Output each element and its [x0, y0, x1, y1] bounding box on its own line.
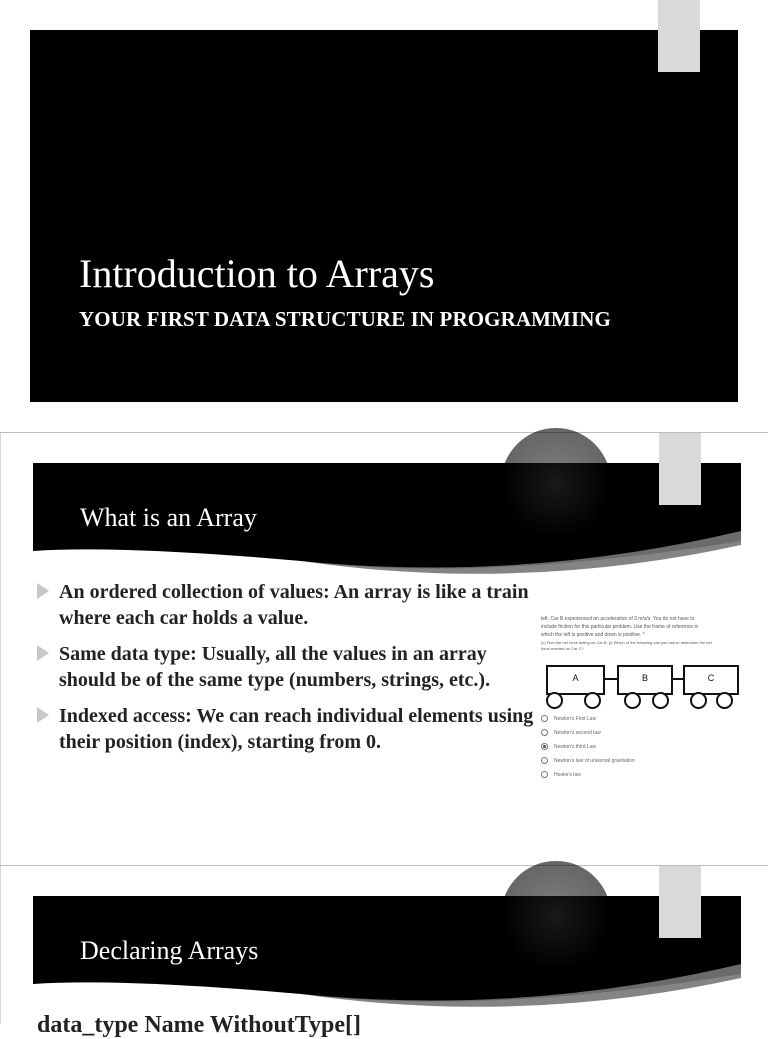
- bullet-item: An ordered collection of values: An array is like a train where each car holds a value.: [37, 579, 537, 631]
- radio-selected-icon: [541, 743, 548, 750]
- bullet-item: Indexed access: We can reach individual elements using their position (index), starting from 0.: [37, 703, 537, 755]
- radio-icon: [541, 729, 548, 736]
- train-car-b: B: [617, 665, 673, 695]
- answer-option: Newton's law of universal gravitation: [541, 757, 635, 764]
- wheel-icon: [690, 692, 707, 709]
- wheel-icon: [652, 692, 669, 709]
- radio-icon: [541, 771, 548, 778]
- radio-icon: [541, 715, 548, 722]
- train-car-a: A: [546, 665, 605, 695]
- content-slide-declaring-arrays: [0, 866, 769, 1038]
- decorative-tab: [659, 433, 701, 505]
- slide-heading: What is an Array: [80, 503, 257, 532]
- slide-title: Introduction to Arrays: [79, 251, 435, 296]
- answer-option: Newton's second law: [541, 729, 601, 736]
- bullet-list: [37, 579, 537, 765]
- decorative-tab: [658, 0, 700, 72]
- answer-option: Newton's First Law: [541, 715, 596, 722]
- wheel-icon: [546, 692, 563, 709]
- wheel-icon: [624, 692, 641, 709]
- wheel-icon: [716, 692, 733, 709]
- answer-option: Hooke's law: [541, 771, 581, 778]
- cut-off-code-line: data_type Name WithoutType[]: [37, 1012, 361, 1038]
- slide-subtitle: YOUR FIRST DATA STRUCTURE IN PROGRAMMING: [79, 307, 611, 331]
- bullet-arrow-icon: [37, 645, 49, 661]
- bullet-arrow-icon: [37, 707, 49, 723]
- slide-heading: Declaring Arrays: [80, 936, 259, 965]
- wheel-icon: [584, 692, 601, 709]
- decorative-tab: [659, 866, 701, 938]
- title-slide: [0, 0, 768, 432]
- car-coupler: [673, 678, 683, 680]
- content-slide-what-is-array: What is an Array An ordered collection of values: An array is like a train where each car holds a value. Same data type: Usually, all the values in an array should be of the same type (numbers, strings, etc.). Indexed access: We can reach individual elements using their position (index), starting from 0. left. Car B experienced an acceleration of 3 m/s/s. You do not have to include friction for this particular problem. Use the frame of reference in which the left is positive and down is positive. * (c) Find the net force acting on Car B. (i) Which of the following can you use to determine the net force exerted on Car C? A B C Newton's First Law Newton's second law Newton's third Law Newton's law of universal gravitation Hooke's law: [0, 433, 769, 865]
- bullet-arrow-icon: [37, 583, 49, 599]
- train-car-c: C: [683, 665, 739, 695]
- car-coupler: [605, 678, 617, 680]
- title-panel: [30, 30, 738, 402]
- radio-icon: [541, 757, 548, 764]
- answer-option: Newton's third Law: [541, 743, 596, 750]
- bullet-item: Same data type: Usually, all the values in an array should be of the same type (numbers, strings, etc.).: [37, 641, 537, 693]
